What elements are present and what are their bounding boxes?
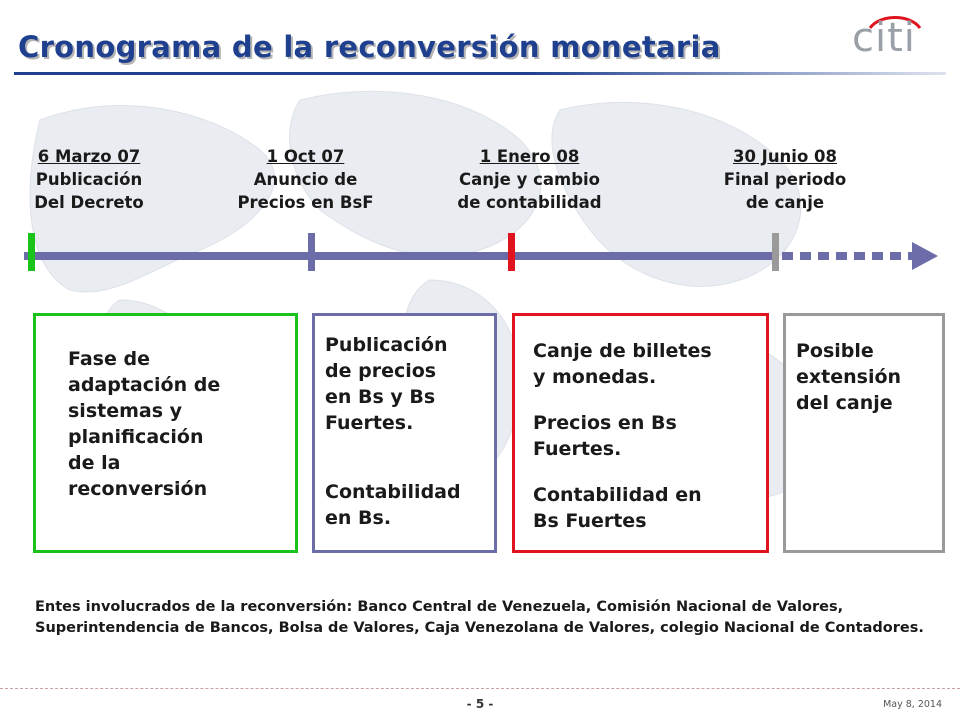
phase-text: Canje de billetes y monedas. bbox=[533, 340, 712, 388]
phase-text: Contabilidad en Bs Fuertes bbox=[533, 484, 702, 532]
logo-text: citi bbox=[852, 15, 916, 61]
citi-logo bbox=[852, 12, 934, 62]
slide-title: Cronograma de la reconversión monetaria bbox=[18, 30, 721, 64]
timeline-arrow-icon bbox=[912, 242, 938, 270]
page-number: - 5 - bbox=[466, 697, 494, 711]
phase-box-exchange bbox=[512, 313, 769, 553]
phase-text: Publicación de precios en Bs y Bs Fuertes. bbox=[325, 334, 448, 434]
milestone-description: Final periodo de canje bbox=[723, 170, 847, 212]
timeline bbox=[0, 225, 960, 280]
phase-box-announcement bbox=[312, 313, 497, 553]
phase-text: Contabilidad en Bs. bbox=[325, 481, 461, 529]
milestone-1 bbox=[10, 145, 168, 214]
timeline-tick-purple bbox=[308, 233, 315, 271]
title-underline bbox=[14, 72, 946, 75]
milestone-date: 1 Oct 07 bbox=[266, 147, 345, 166]
entities-note: Entes involucrados de la reconversión: Banco Central de Venezuela, Comisión Nacional de Valores, Superintendencia de Bancos, Bolsa de Valores, Caja Venezolana de Valores, colegio Nacional de Contadores. bbox=[35, 599, 924, 636]
milestone-date: 6 Marzo 07 bbox=[37, 147, 141, 166]
phase-text: Fase de adaptación de sistemas y planificación de la reconversión bbox=[68, 348, 221, 500]
milestone-2 bbox=[218, 145, 393, 214]
milestone-description: Anuncio de Precios en BsF bbox=[237, 170, 374, 212]
milestone-3 bbox=[432, 145, 627, 214]
milestone-4 bbox=[700, 145, 870, 214]
milestone-description: Publicación Del Decreto bbox=[34, 170, 144, 212]
timeline-tick-gray bbox=[772, 233, 779, 271]
phase-text: Precios en Bs Fuertes. bbox=[533, 412, 677, 460]
timeline-tick-red bbox=[508, 233, 515, 271]
timeline-bar bbox=[24, 252, 778, 260]
phase-text: Posible extensión del canje bbox=[796, 340, 902, 414]
footer-date: May 8, 2014 bbox=[883, 699, 942, 710]
footer-divider bbox=[0, 688, 960, 689]
phase-box-adaptation bbox=[33, 313, 298, 553]
milestone-description: Canje y cambio de contabilidad bbox=[457, 170, 602, 212]
milestone-date: 1 Enero 08 bbox=[479, 147, 580, 166]
milestone-date: 30 Junio 08 bbox=[732, 147, 838, 166]
timeline-tick-green bbox=[28, 233, 35, 271]
phase-box-extension bbox=[783, 313, 945, 553]
